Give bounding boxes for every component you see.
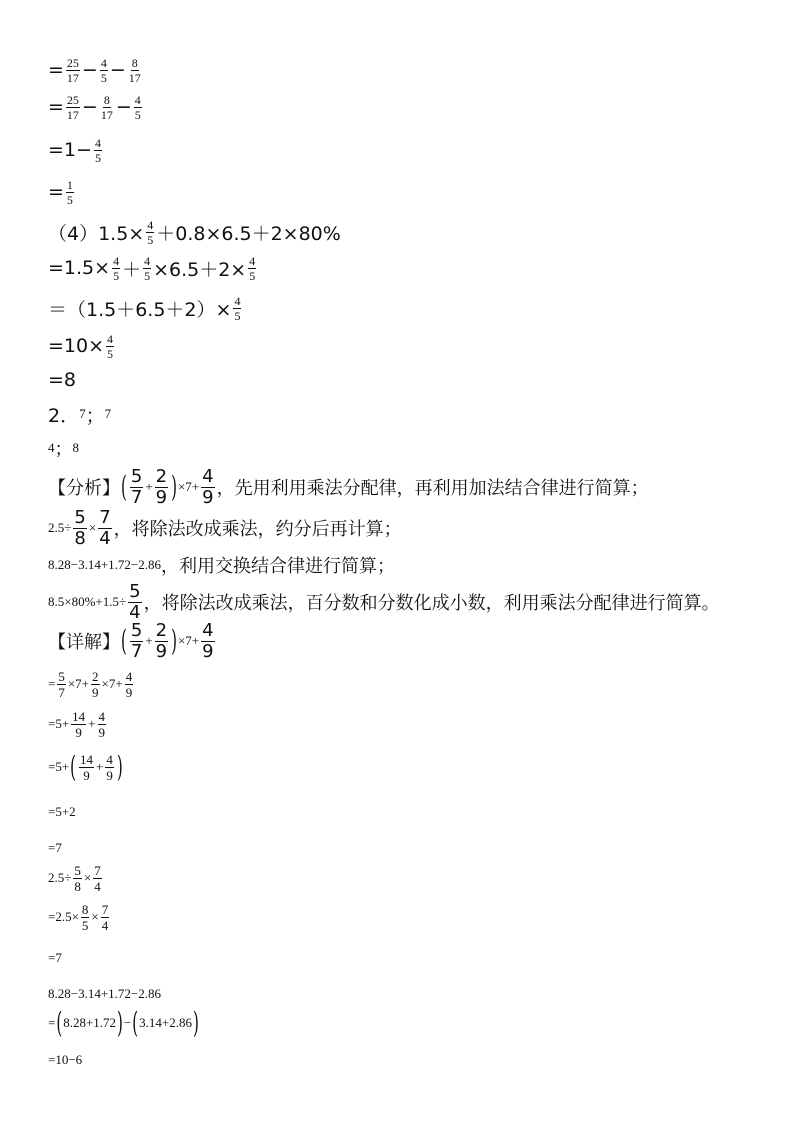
text-run: =	[48, 59, 64, 81]
text-run: −	[109, 59, 126, 81]
math-line-7	[48, 288, 243, 328]
numerator: 5	[130, 465, 143, 487]
denominator: 17	[66, 70, 79, 85]
numerator: 4	[147, 217, 154, 232]
analysis-line-1	[48, 466, 649, 508]
analysis-line-3	[48, 548, 395, 582]
fraction	[112, 255, 120, 282]
numerator: 5	[74, 862, 81, 878]
numerator: 4	[234, 293, 241, 308]
text-run: +	[145, 479, 153, 494]
text-run: 3.14+2.86	[139, 1015, 192, 1030]
text-run: 8.28+1.72	[63, 1015, 117, 1030]
text-run: 【分析】	[48, 478, 120, 499]
text-run: −	[123, 1015, 132, 1030]
text-run: =	[48, 96, 64, 118]
denominator: 4	[99, 527, 111, 549]
numerator: 14	[72, 708, 86, 724]
text-run: ，将除法改成乘法，约分后再计算；	[113, 519, 402, 540]
parenthesis: )	[117, 1005, 123, 1041]
fraction	[71, 710, 86, 739]
parenthesis: (	[56, 1005, 63, 1041]
text-run: ×7+	[101, 676, 123, 691]
text-run: ×7+	[177, 633, 200, 648]
detail-line-12	[48, 1046, 82, 1074]
denominator: 5	[234, 308, 241, 323]
numerator: 5	[58, 668, 65, 684]
fraction	[155, 465, 168, 508]
fraction	[105, 753, 114, 782]
fraction	[66, 94, 80, 121]
text-run: ＝（1.5＋6.5＋2）×	[48, 298, 232, 321]
text-run: ；	[54, 439, 73, 460]
parenthesis: )	[171, 623, 177, 659]
fraction	[101, 903, 110, 932]
denominator: 4	[101, 917, 109, 933]
numerator: 4	[125, 668, 133, 684]
text-run: ×6.5＋2×	[153, 258, 247, 281]
denominator: 7	[130, 640, 143, 662]
text-run: 4	[48, 440, 55, 455]
math-line-2	[48, 87, 144, 127]
text-run: =7	[48, 840, 62, 855]
denominator: 9	[83, 767, 90, 783]
text-run: ，将除法改成乘法，百分数和分数化成小数，利用乘法分配律进行简算。	[143, 593, 720, 614]
fraction	[128, 580, 141, 623]
denominator: 5	[144, 268, 151, 283]
math-line-8	[48, 326, 116, 366]
math-line-9	[48, 362, 76, 398]
denominator: 5	[107, 346, 114, 361]
fraction	[106, 333, 114, 360]
detail-line-9	[48, 944, 62, 972]
math-line-4	[48, 172, 76, 212]
detail-line-2	[48, 664, 135, 704]
parenthesis: (	[132, 1005, 139, 1041]
fraction	[128, 57, 142, 84]
detail-line-8	[48, 896, 111, 938]
text-run: =1−	[48, 139, 92, 161]
text-run: 2．	[48, 404, 80, 427]
text-run: =2.5×	[48, 909, 79, 924]
text-run: 8.28−3.14+1.72−2.86	[48, 557, 161, 572]
fraction	[66, 57, 80, 84]
numerator: 14	[80, 751, 94, 767]
fraction	[93, 864, 102, 893]
denominator: 7	[130, 486, 143, 508]
denominator: 4	[129, 601, 141, 623]
text-run: −	[115, 96, 132, 118]
text-run: =	[48, 181, 64, 203]
text-run: 7	[79, 406, 86, 421]
text-run: 8	[72, 440, 79, 455]
numerator: 25	[66, 55, 79, 70]
numerator: 8	[131, 55, 138, 70]
denominator: 7	[58, 684, 65, 700]
numerator: 4	[249, 253, 256, 268]
text-run: ＋0.8×6.5＋2×80%	[156, 222, 341, 245]
parenthesis: (	[70, 749, 77, 785]
detail-line-7	[48, 858, 104, 898]
numerator: 4	[113, 253, 120, 268]
text-run: =8	[48, 369, 77, 391]
text-run: 8.5×80%+1.5÷	[48, 594, 127, 609]
text-run: 2.5÷	[48, 870, 72, 885]
denominator: 5	[81, 917, 89, 933]
numerator: 5	[130, 619, 143, 641]
analysis-line-4	[48, 582, 720, 622]
denominator: 9	[106, 767, 113, 783]
text-run: ×	[88, 520, 97, 535]
text-run: =10−6	[48, 1052, 83, 1067]
denominator: 9	[125, 684, 133, 700]
text-run: =5+	[48, 716, 70, 731]
denominator: 9	[155, 486, 168, 508]
detail-line-5	[48, 798, 76, 826]
text-run: +	[88, 716, 96, 731]
text-run: ＋	[122, 258, 142, 281]
text-run: =	[48, 1015, 56, 1030]
fraction	[201, 465, 214, 508]
text-run: +	[145, 633, 153, 648]
text-run: ，先用利用乘法分配律，再利用加法结合律进行简算；	[216, 478, 649, 499]
numerator: 8	[103, 92, 110, 107]
parenthesis: (	[121, 623, 127, 659]
parenthesis: )	[171, 469, 177, 505]
denominator: 5	[100, 70, 107, 85]
analysis-line-2	[48, 508, 402, 548]
fraction	[100, 57, 108, 84]
numerator: 2	[155, 465, 168, 487]
fraction	[248, 255, 256, 282]
fraction	[81, 903, 90, 932]
text-run: =10×	[48, 335, 105, 357]
text-run: 2.5÷	[48, 520, 72, 535]
text-run: （4）1.5×	[48, 222, 145, 245]
denominator: 5	[66, 192, 73, 207]
parenthesis: )	[116, 749, 123, 785]
fraction	[146, 219, 154, 246]
numerator: 4	[134, 92, 141, 107]
fraction	[125, 670, 134, 699]
denominator: 5	[249, 268, 256, 283]
fraction	[66, 179, 74, 206]
numerator: 8	[81, 901, 89, 917]
fraction	[143, 255, 151, 282]
fraction	[57, 670, 66, 699]
text-run: ，利用交换结合律进行简算；	[161, 556, 395, 577]
numerator: 4	[144, 253, 151, 268]
math-line-6	[48, 248, 258, 288]
denominator: 5	[134, 107, 141, 122]
numerator: 1	[66, 177, 73, 192]
numerator: 4	[202, 465, 214, 487]
numerator: 4	[202, 619, 214, 641]
fraction	[98, 506, 111, 549]
detail-line-3	[48, 704, 108, 744]
detail-line-10	[48, 980, 161, 1008]
denominator: 9	[98, 724, 106, 740]
numerator: 4	[94, 135, 101, 150]
answer-line-2b	[48, 432, 79, 464]
fraction	[79, 753, 94, 782]
text-run: 【详解】	[48, 632, 120, 653]
denominator: 9	[202, 486, 214, 508]
denominator: 9	[202, 640, 214, 662]
fraction	[201, 619, 214, 662]
fraction	[100, 94, 114, 121]
numerator: 2	[92, 668, 99, 684]
numerator: 4	[106, 751, 113, 767]
text-run: ×7+	[177, 479, 200, 494]
detail-line-4	[48, 746, 124, 788]
text-run: −	[81, 96, 98, 118]
detail-line-1	[48, 620, 217, 662]
numerator: 4	[107, 331, 114, 346]
denominator: 8	[74, 527, 86, 549]
numerator: 2	[155, 619, 168, 641]
detail-line-11	[48, 1005, 200, 1041]
denominator: 5	[94, 150, 101, 165]
fraction	[233, 295, 241, 322]
denominator: 17	[100, 107, 113, 122]
text-run: =	[48, 676, 56, 691]
text-run: 7	[104, 406, 112, 421]
denominator: 8	[74, 878, 81, 894]
text-run: +	[96, 759, 104, 774]
fraction	[98, 710, 107, 739]
text-run: =1.5×	[48, 257, 111, 279]
fraction	[134, 94, 142, 121]
fraction	[155, 619, 168, 662]
numerator: 5	[74, 506, 86, 528]
text-run: ；	[85, 404, 105, 427]
text-run: ×7+	[67, 676, 90, 691]
numerator: 4	[100, 55, 107, 70]
numerator: 25	[66, 92, 79, 107]
numerator: 7	[101, 901, 109, 917]
parenthesis: (	[121, 469, 127, 505]
fraction	[73, 864, 82, 893]
fraction	[73, 506, 86, 549]
fraction	[130, 619, 143, 662]
denominator: 9	[92, 684, 99, 700]
numerator: 4	[98, 708, 106, 724]
denominator: 17	[128, 70, 141, 85]
fraction	[91, 670, 100, 699]
fraction	[94, 137, 102, 164]
math-line-5	[48, 212, 341, 252]
text-run: =5+	[48, 759, 70, 774]
text-run: ×	[83, 870, 92, 885]
denominator: 9	[75, 724, 82, 740]
math-line-1	[48, 50, 144, 90]
denominator: 9	[155, 640, 168, 662]
denominator: 5	[147, 232, 154, 247]
denominator: 5	[113, 268, 120, 283]
text-run: =7	[48, 950, 62, 965]
text-run: ×	[91, 909, 99, 924]
numerator: 7	[94, 862, 101, 878]
text-run: 8.28−3.14+1.72−2.86	[48, 986, 161, 1001]
math-line-3	[48, 130, 104, 170]
denominator: 17	[66, 107, 79, 122]
text-run: =5+2	[48, 804, 76, 819]
denominator: 4	[94, 878, 101, 894]
numerator: 5	[129, 580, 141, 602]
text-run: −	[81, 59, 98, 81]
parenthesis: )	[192, 1005, 199, 1041]
fraction	[130, 465, 143, 508]
numerator: 7	[99, 506, 111, 528]
answer-line-2a	[48, 398, 111, 430]
